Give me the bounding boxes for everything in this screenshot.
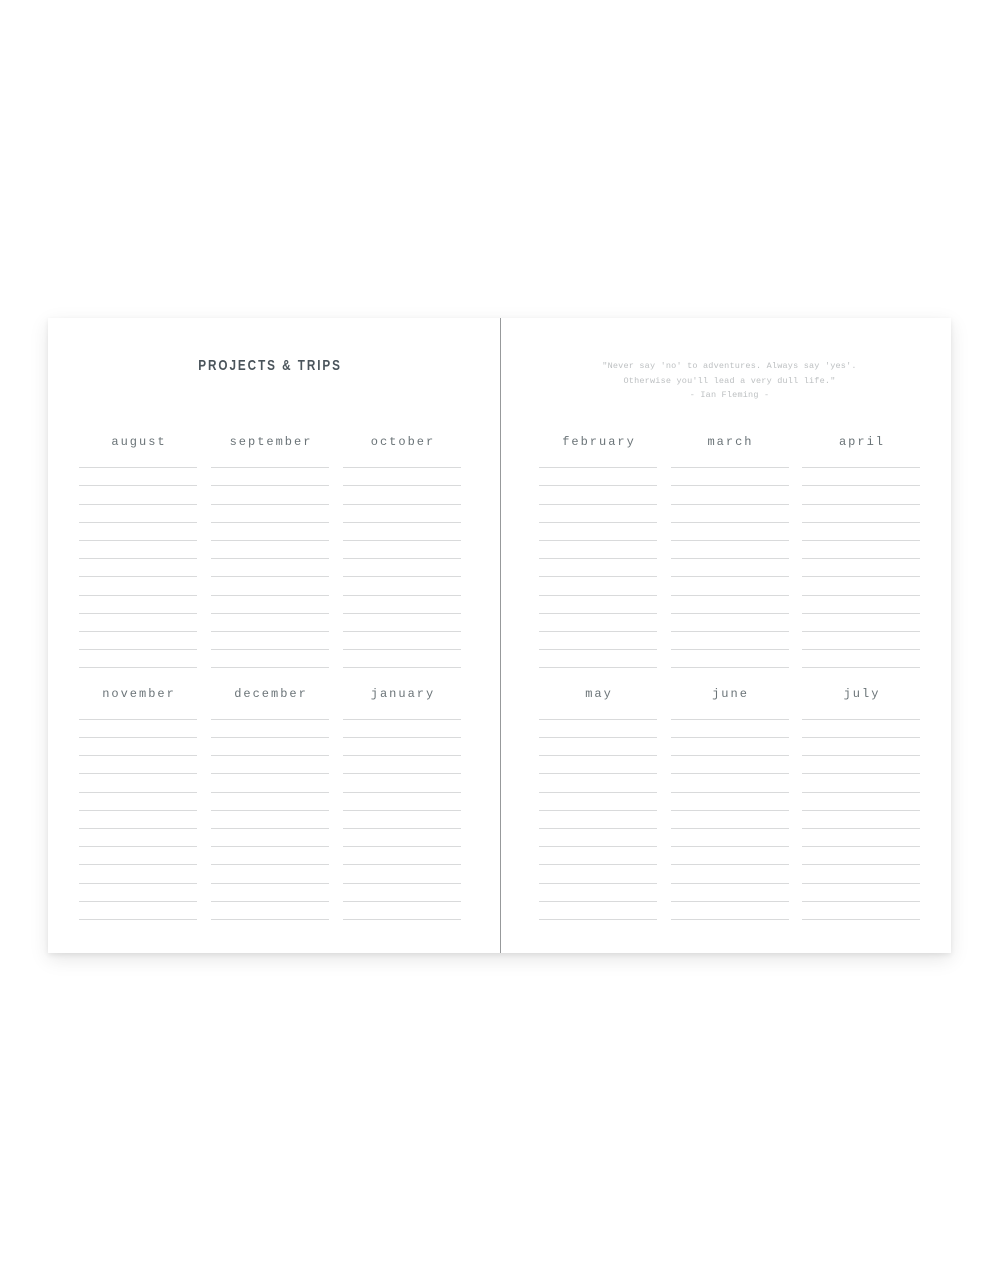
ruled-lines <box>802 702 920 920</box>
planner-spread <box>48 318 951 953</box>
ruled-line <box>671 559 789 577</box>
ruled-line <box>79 541 197 559</box>
ruled-line <box>211 738 329 756</box>
ruled-line <box>802 505 920 523</box>
ruled-line <box>671 505 789 523</box>
ruled-line <box>343 738 461 756</box>
ruled-line <box>211 720 329 738</box>
ruled-line <box>79 596 197 614</box>
ruled-line <box>802 865 920 883</box>
ruled-line <box>671 450 789 468</box>
ruled-line <box>802 577 920 595</box>
month-block-january <box>343 688 461 920</box>
month-block-december <box>211 688 329 920</box>
ruled-line <box>79 720 197 738</box>
month-block-november <box>79 688 197 920</box>
ruled-line <box>343 774 461 792</box>
ruled-line <box>802 523 920 541</box>
ruled-lines <box>343 702 461 920</box>
ruled-lines <box>671 450 789 668</box>
ruled-line <box>671 523 789 541</box>
ruled-line <box>802 541 920 559</box>
ruled-line <box>671 720 789 738</box>
month-label-february: february <box>562 435 636 449</box>
ruled-line <box>671 811 789 829</box>
ruled-line <box>211 847 329 865</box>
ruled-line <box>79 774 197 792</box>
ruled-line <box>79 614 197 632</box>
month-label-january: january <box>370 686 436 701</box>
ruled-line <box>211 774 329 792</box>
ruled-line <box>539 450 657 468</box>
ruled-lines <box>343 450 461 668</box>
ruled-line <box>802 614 920 632</box>
ruled-line <box>539 559 657 577</box>
ruled-line <box>79 577 197 595</box>
ruled-line <box>79 523 197 541</box>
ruled-line <box>671 577 789 595</box>
month-block-october <box>343 436 461 668</box>
ruled-line <box>211 614 329 632</box>
ruled-line <box>671 756 789 774</box>
ruled-line <box>79 902 197 920</box>
ruled-line <box>211 884 329 902</box>
ruled-line <box>343 577 461 595</box>
ruled-line <box>802 486 920 504</box>
ruled-line <box>539 577 657 595</box>
ruled-line <box>671 865 789 883</box>
month-label-august: august <box>111 435 167 449</box>
ruled-line <box>343 811 461 829</box>
right-page-header <box>539 318 920 436</box>
ruled-lines <box>671 702 789 920</box>
ruled-line <box>343 505 461 523</box>
left-month-row-top <box>79 436 461 668</box>
ruled-line <box>343 614 461 632</box>
month-block-august <box>79 436 197 668</box>
ruled-line <box>539 486 657 504</box>
ruled-line <box>211 702 329 720</box>
ruled-line <box>671 847 789 865</box>
ruled-line <box>802 884 920 902</box>
month-block-february <box>539 436 657 668</box>
ruled-line <box>343 865 461 883</box>
ruled-line <box>211 829 329 847</box>
ruled-line <box>211 559 329 577</box>
ruled-line <box>211 486 329 504</box>
ruled-line <box>539 650 657 668</box>
ruled-line <box>802 596 920 614</box>
ruled-line <box>211 793 329 811</box>
quote <box>539 318 920 403</box>
ruled-line <box>802 650 920 668</box>
ruled-line <box>343 902 461 920</box>
quote-line-2: Otherwise you'll lead a very dull life." <box>623 375 836 386</box>
month-label-may: may <box>585 686 613 701</box>
month-label-june: june <box>712 686 749 701</box>
ruled-line <box>671 468 789 486</box>
month-block-september <box>211 436 329 668</box>
ruled-line <box>79 884 197 902</box>
ruled-line <box>539 902 657 920</box>
ruled-line <box>671 738 789 756</box>
ruled-line <box>539 505 657 523</box>
ruled-line <box>211 541 329 559</box>
ruled-line <box>802 811 920 829</box>
page-title: PROJECTS & TRIPS <box>198 357 342 374</box>
ruled-lines <box>802 450 920 668</box>
ruled-line <box>211 756 329 774</box>
ruled-line <box>802 738 920 756</box>
ruled-line <box>802 450 920 468</box>
left-month-row-bottom <box>79 688 461 920</box>
ruled-line <box>539 720 657 738</box>
ruled-line <box>343 559 461 577</box>
month-label-december: december <box>234 686 308 701</box>
ruled-line <box>79 486 197 504</box>
ruled-line <box>802 632 920 650</box>
ruled-line <box>671 702 789 720</box>
ruled-line <box>79 829 197 847</box>
ruled-line <box>343 523 461 541</box>
ruled-line <box>211 523 329 541</box>
ruled-lines <box>211 450 329 668</box>
ruled-line <box>802 468 920 486</box>
month-block-june <box>671 688 789 920</box>
ruled-line <box>802 847 920 865</box>
ruled-line <box>79 632 197 650</box>
ruled-line <box>802 702 920 720</box>
ruled-line <box>211 650 329 668</box>
ruled-line <box>211 902 329 920</box>
left-page-header <box>79 318 461 436</box>
month-label-october: october <box>370 435 436 449</box>
ruled-line <box>802 559 920 577</box>
ruled-line <box>79 865 197 883</box>
left-page <box>48 318 500 953</box>
ruled-line <box>539 468 657 486</box>
right-month-row-bottom <box>539 688 920 920</box>
ruled-line <box>343 650 461 668</box>
ruled-line <box>539 811 657 829</box>
ruled-line <box>211 865 329 883</box>
ruled-line <box>343 702 461 720</box>
ruled-lines <box>539 702 657 920</box>
ruled-line <box>211 505 329 523</box>
ruled-lines <box>79 450 197 668</box>
ruled-line <box>211 632 329 650</box>
month-label-july: july <box>843 686 881 701</box>
ruled-line <box>539 614 657 632</box>
month-label-april: april <box>838 435 885 449</box>
ruled-line <box>211 468 329 486</box>
ruled-line <box>343 541 461 559</box>
ruled-line <box>343 884 461 902</box>
ruled-line <box>671 902 789 920</box>
ruled-line <box>671 829 789 847</box>
ruled-line <box>539 793 657 811</box>
ruled-line <box>671 884 789 902</box>
ruled-line <box>343 829 461 847</box>
ruled-line <box>211 811 329 829</box>
ruled-lines <box>539 450 657 668</box>
month-block-july <box>802 688 920 920</box>
ruled-line <box>802 793 920 811</box>
ruled-line <box>802 720 920 738</box>
ruled-line <box>79 847 197 865</box>
month-label-september: september <box>229 435 313 449</box>
ruled-line <box>211 596 329 614</box>
ruled-line <box>79 738 197 756</box>
ruled-line <box>211 577 329 595</box>
ruled-line <box>343 596 461 614</box>
ruled-line <box>79 756 197 774</box>
ruled-line <box>671 632 789 650</box>
ruled-line <box>671 793 789 811</box>
ruled-line <box>343 756 461 774</box>
month-block-may <box>539 688 657 920</box>
ruled-line <box>343 847 461 865</box>
ruled-lines <box>79 702 197 920</box>
right-month-row-top <box>539 436 920 668</box>
month-block-march <box>671 436 789 668</box>
ruled-line <box>671 596 789 614</box>
ruled-line <box>343 486 461 504</box>
month-label-march: march <box>707 435 754 449</box>
ruled-line <box>802 774 920 792</box>
ruled-line <box>79 650 197 668</box>
ruled-lines <box>211 702 329 920</box>
quote-line-1: "Never say 'no' to adventures. Always say 'yes'. <box>602 361 857 371</box>
ruled-line <box>211 450 329 468</box>
ruled-line <box>539 847 657 865</box>
ruled-line <box>343 450 461 468</box>
ruled-line <box>343 793 461 811</box>
ruled-line <box>539 756 657 774</box>
ruled-line <box>79 793 197 811</box>
ruled-line <box>671 541 789 559</box>
ruled-line <box>539 884 657 902</box>
ruled-line <box>79 702 197 720</box>
ruled-line <box>802 902 920 920</box>
ruled-line <box>539 523 657 541</box>
ruled-line <box>671 650 789 668</box>
ruled-line <box>671 614 789 632</box>
month-block-april <box>802 436 920 668</box>
ruled-line <box>343 720 461 738</box>
ruled-line <box>539 865 657 883</box>
page-title-wrap <box>79 318 461 375</box>
ruled-line <box>802 756 920 774</box>
ruled-line <box>539 774 657 792</box>
ruled-line <box>539 829 657 847</box>
ruled-line <box>671 774 789 792</box>
ruled-line <box>79 505 197 523</box>
month-label-november: november <box>102 686 176 701</box>
ruled-line <box>343 632 461 650</box>
ruled-line <box>539 702 657 720</box>
ruled-line <box>79 559 197 577</box>
ruled-line <box>79 468 197 486</box>
ruled-line <box>343 468 461 486</box>
ruled-line <box>79 811 197 829</box>
ruled-line <box>539 596 657 614</box>
ruled-line <box>539 632 657 650</box>
quote-attribution: - Ian Fleming - <box>689 390 770 400</box>
ruled-line <box>671 486 789 504</box>
ruled-line <box>539 738 657 756</box>
ruled-line <box>802 829 920 847</box>
ruled-line <box>539 541 657 559</box>
ruled-line <box>79 450 197 468</box>
right-page <box>500 318 951 953</box>
